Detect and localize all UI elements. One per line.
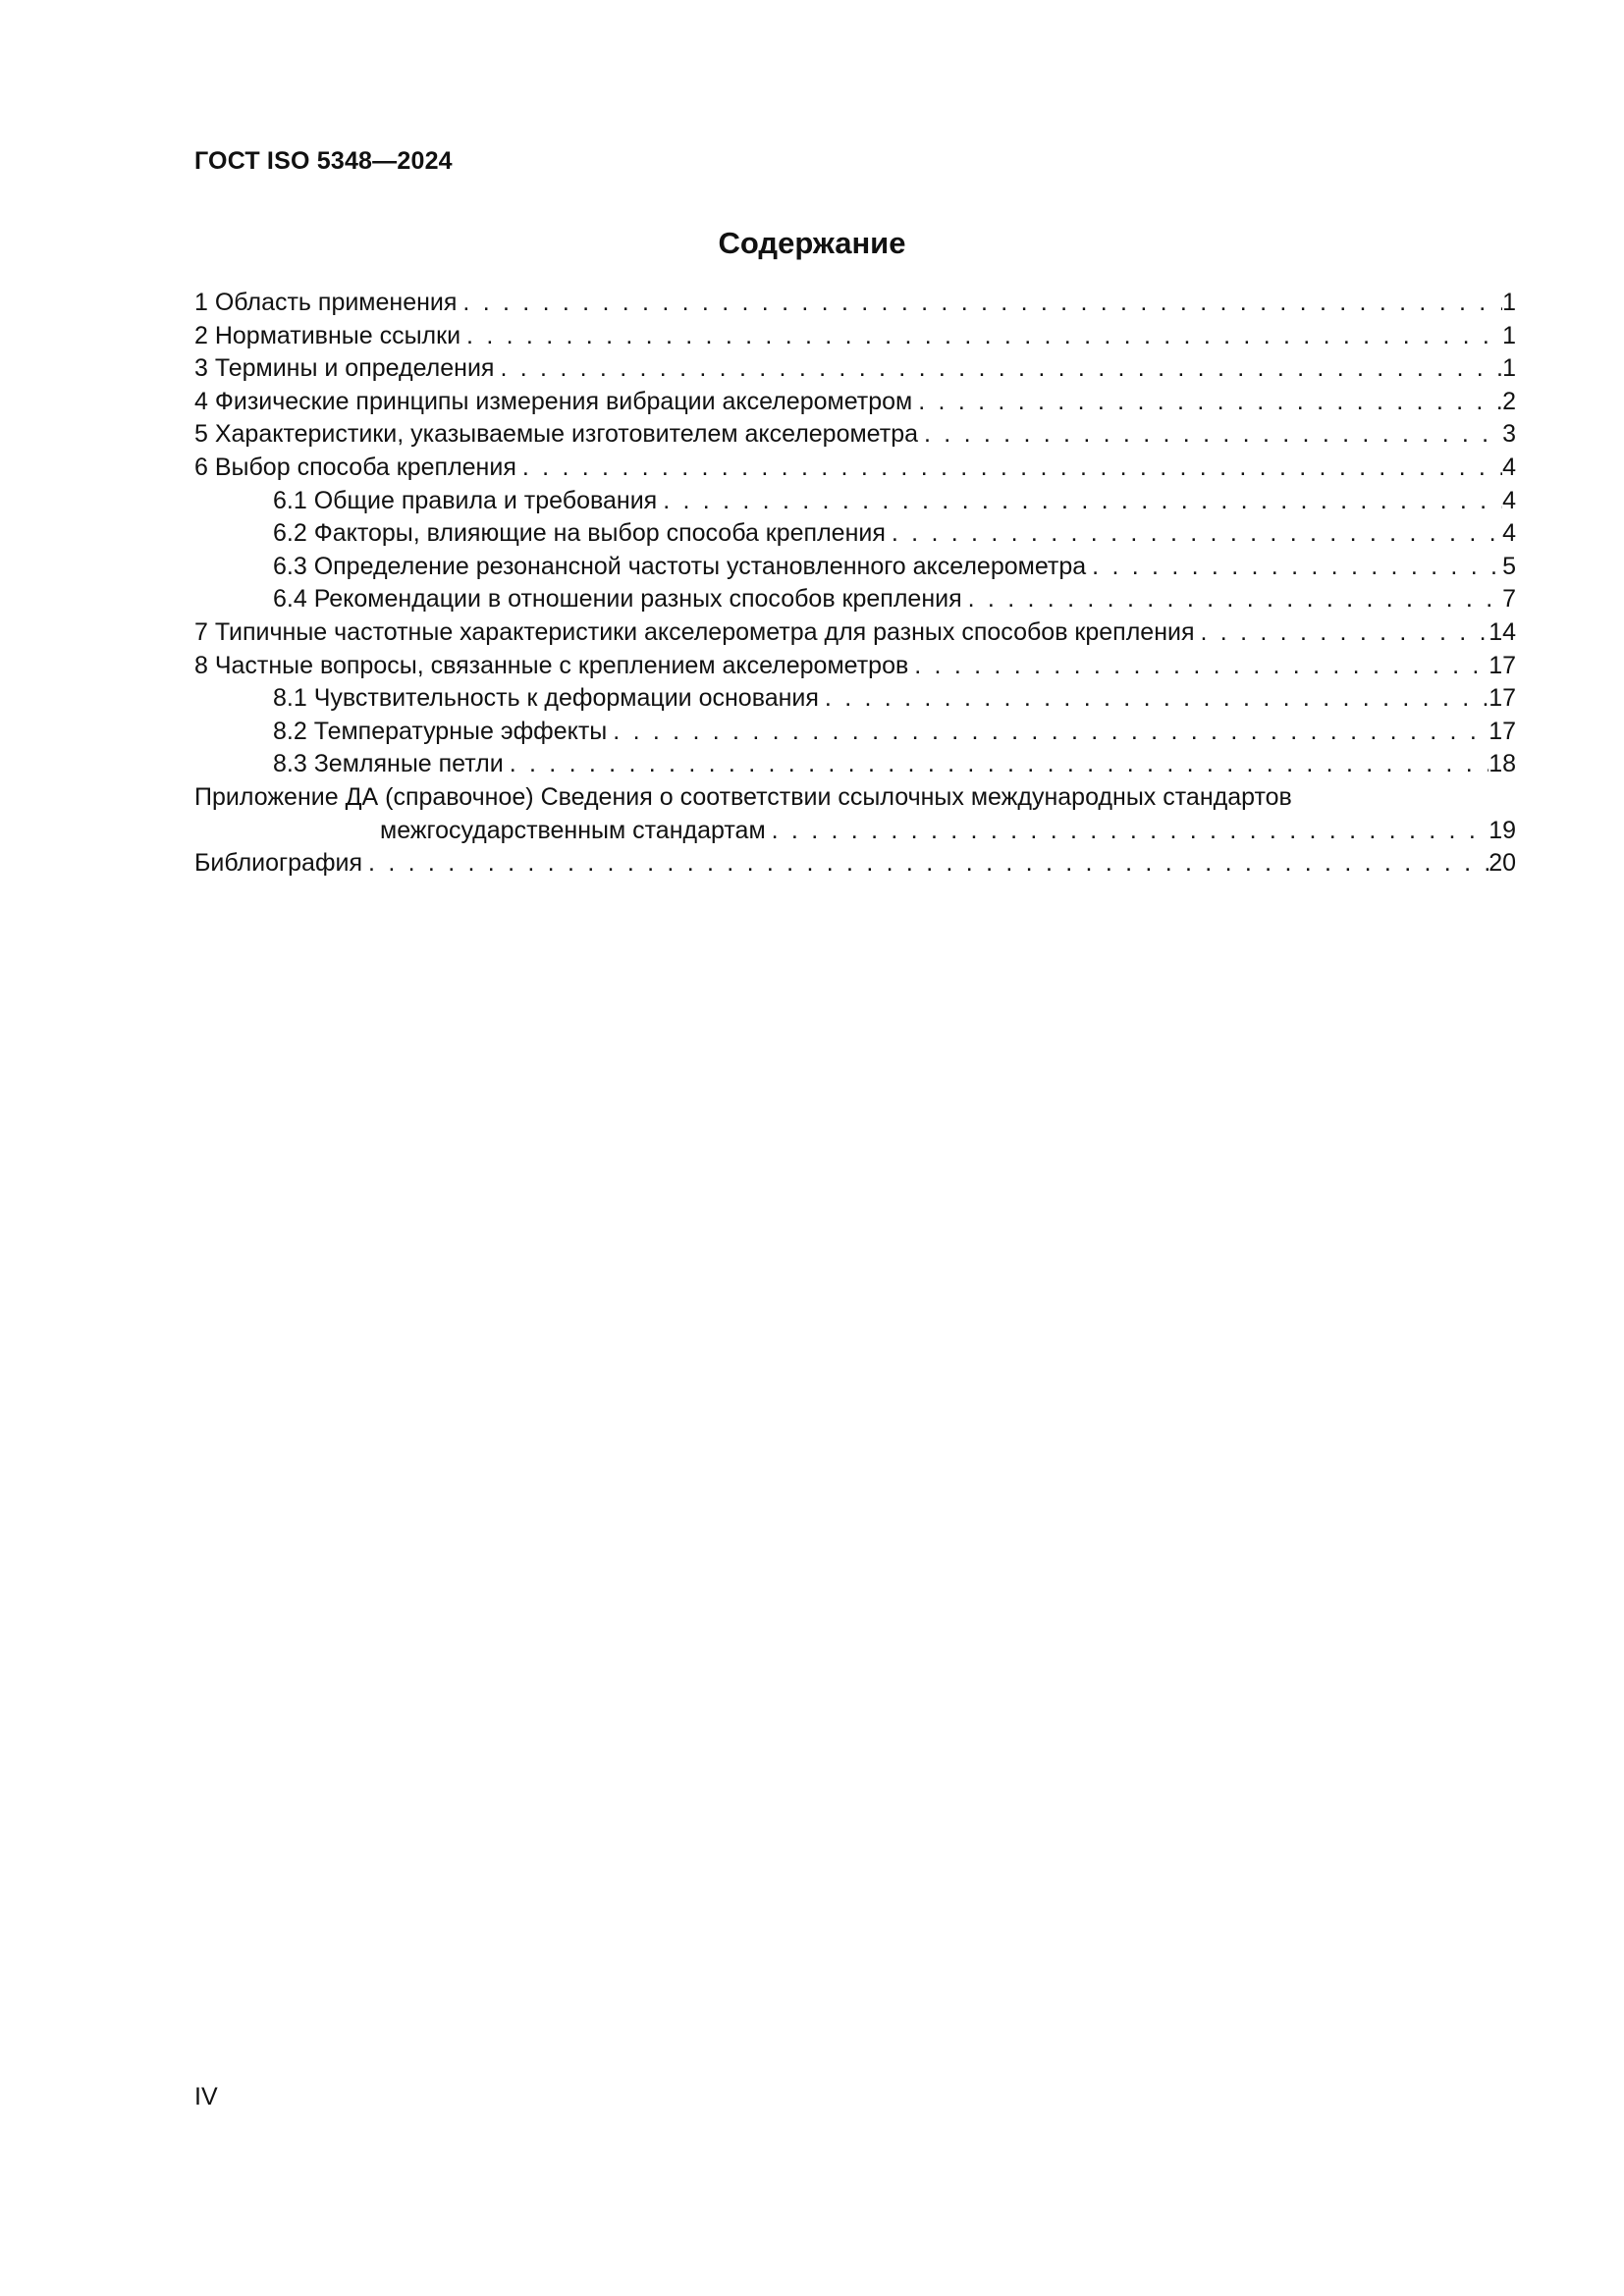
toc-entry-label: 6 Выбор способа крепления xyxy=(194,453,516,481)
toc-entry-label: 6.4 Рекомендации в отношении разных способов крепления xyxy=(273,585,962,614)
toc-entry-page: 19 xyxy=(1489,816,1516,844)
toc-entry-1[interactable] xyxy=(194,287,1516,320)
toc-entry-8[interactable] xyxy=(194,650,1516,683)
toc-entry-page: 1 xyxy=(1502,289,1516,316)
toc-entry-6-1[interactable] xyxy=(194,485,1516,518)
toc-leader-dots xyxy=(918,418,1502,452)
toc-leader-dots xyxy=(1086,551,1502,584)
toc-leader-dots xyxy=(657,485,1502,518)
toc-entry-label: 4 Физические принципы измерения вибрации акселерометром xyxy=(194,387,913,415)
toc-entry-label: 2 Нормативные ссылки xyxy=(194,321,461,349)
toc-entry-page: 1 xyxy=(1502,354,1516,383)
toc-entry-label: Библиография xyxy=(194,849,363,878)
toc-entry-label: 6.3 Определение резонансной частоты установленного акселерометра xyxy=(273,552,1087,580)
toc-entry-8-1[interactable] xyxy=(194,682,1516,716)
toc-entry-appendix-da-line2[interactable] xyxy=(194,815,1516,848)
toc-leader-dots xyxy=(819,682,1489,716)
toc-entry-label: 5 Характеристики, указываемые изготовителем акселерометра xyxy=(194,420,919,449)
table-of-contents xyxy=(194,287,1516,881)
toc-entry-page: 4 xyxy=(1502,486,1516,514)
toc-entry-appendix-da-line1[interactable]: Приложение ДА (справочное) Сведения о соответствии ссылочных международных стандартов xyxy=(194,782,1292,811)
toc-entry-8-3[interactable] xyxy=(194,748,1516,781)
toc-entry-label: 8.1 Чувствительность к деформации основания xyxy=(273,684,819,713)
toc-entry-label: 8.2 Температурные эффекты xyxy=(273,717,608,745)
toc-entry-6-3[interactable] xyxy=(194,551,1516,584)
toc-leader-dots xyxy=(494,352,1502,386)
toc-entry-5[interactable] xyxy=(194,418,1516,452)
toc-entry-page: 7 xyxy=(1502,585,1516,614)
toc-leader-dots xyxy=(908,650,1489,683)
toc-leader-dots xyxy=(1195,616,1489,650)
toc-entry-page: 20 xyxy=(1489,849,1516,878)
toc-entry-6-4[interactable] xyxy=(194,583,1516,616)
toc-leader-dots xyxy=(912,386,1502,419)
toc-entry-page: 2 xyxy=(1502,387,1516,415)
page-number: IV xyxy=(194,2083,218,2110)
toc-entry-2[interactable] xyxy=(194,320,1516,353)
toc-entry-8-2[interactable] xyxy=(194,716,1516,749)
toc-entry-page: 14 xyxy=(1489,617,1516,646)
toc-entry-label: 7 Типичные частотные характеристики акселерометра для разных способов крепления xyxy=(194,617,1195,646)
toc-leader-dots xyxy=(607,716,1489,749)
toc-entry-3[interactable] xyxy=(194,352,1516,386)
toc-leader-dots xyxy=(516,452,1502,485)
toc-entry-label: 1 Область применения xyxy=(194,289,458,316)
toc-leader-dots xyxy=(460,320,1502,353)
toc-title: Содержание xyxy=(718,226,906,260)
toc-entry-page: 1 xyxy=(1502,321,1516,349)
toc-entry-label: 8 Частные вопросы, связанные с креплением акселерометров xyxy=(194,651,909,679)
toc-leader-dots xyxy=(766,815,1489,848)
toc-entry-4[interactable] xyxy=(194,386,1516,419)
toc-entry-page: 4 xyxy=(1502,453,1516,481)
toc-leader-dots xyxy=(886,517,1502,551)
toc-entry-page: 5 xyxy=(1502,552,1516,580)
toc-entry-label: 8.3 Земляные петли xyxy=(273,750,504,778)
toc-entry-label: межгосударственным стандартам xyxy=(380,816,766,844)
toc-entry-label: 6.2 Факторы, влияющие на выбор способа крепления xyxy=(273,519,886,548)
toc-entry-page: 17 xyxy=(1489,717,1516,745)
toc-leader-dots xyxy=(504,748,1489,781)
toc-entry-page: 18 xyxy=(1489,750,1516,778)
toc-leader-dots xyxy=(457,287,1502,320)
toc-entry-6-2[interactable] xyxy=(194,517,1516,551)
toc-entry-label: 3 Термины и определения xyxy=(194,354,495,383)
toc-entry-page: 17 xyxy=(1489,684,1516,713)
document-id-header: ГОСТ ISO 5348—2024 xyxy=(194,147,453,175)
toc-entry-page: 4 xyxy=(1502,519,1516,548)
toc-entry-label: 6.1 Общие правила и требования xyxy=(273,486,658,514)
toc-entry-page: 17 xyxy=(1489,651,1516,679)
toc-entry-6[interactable] xyxy=(194,452,1516,485)
toc-leader-dots xyxy=(362,847,1489,881)
toc-entry-7[interactable] xyxy=(194,616,1516,650)
toc-leader-dots xyxy=(962,583,1502,616)
toc-entry-page: 3 xyxy=(1502,420,1516,449)
toc-entry-bibliography[interactable] xyxy=(194,847,1516,881)
